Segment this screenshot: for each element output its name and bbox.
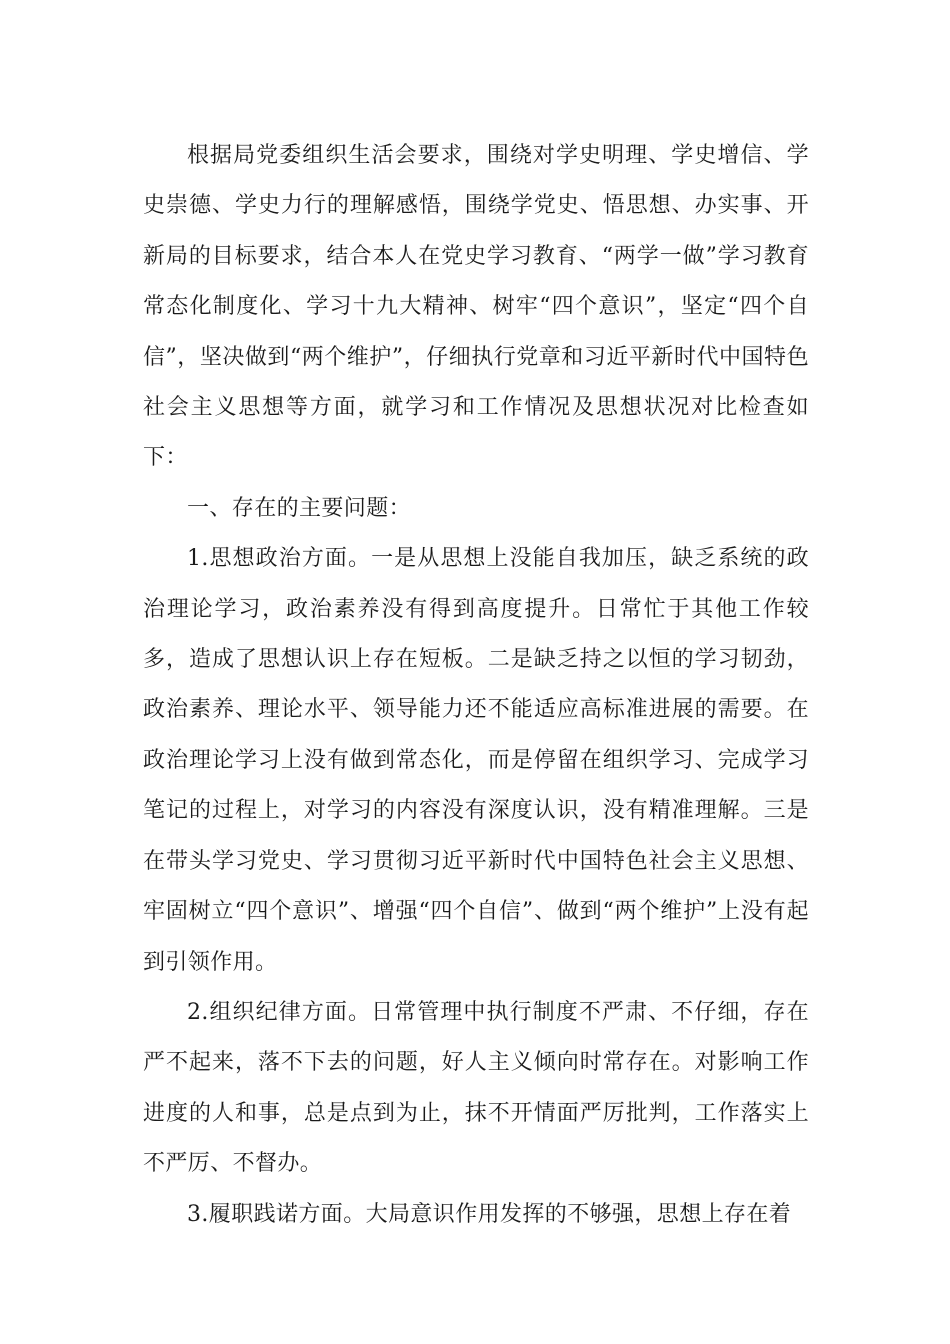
document-body [143,131,809,1240]
section-heading: 一、存在的主要问题： [187,495,412,521]
paragraph-ideological-political: 1.思想政治方面。一是从思想上没能自我加压，缺乏系统的政治理论学习，政治素养没有得到高度提升。日常忙于其他工作较多，造成了思想认识上存在短板。二是缺乏持之以恒的学习韧劲，政治素养、理论水平、领导能力还不能适应高标准进展的需要。在政治理论学习上没有做到常态化，而是停留在组织学习、完成学习笔记的过程上，对学习的内容没有深度认识，没有精准理解。三是在带头学习党史、学习贯彻习近平新时代中国特色社会主义思想、牢固树立“四个意识”、增强“四个自信”、做到“两个维护”上没有起到引领作用。 [143,546,809,975]
intro-paragraph: 根据局党委组织生活会要求，围绕对学史明理、学史增信、学史崇德、学史力行的理解感悟，围绕学党史、悟思想、办实事、开新局的目标要求，结合本人在党史学习教育、“两学一做”学习教育常态化制度化、学习十九大精神、树牢“四个意识”，坚定“四个自信”，坚决做到“两个维护”，仔细执行党章和习近平新时代中国特色社会主义思想等方面，就学习和工作情况及思想状况对比检查如下： [143,143,809,471]
paragraph-organizational-discipline: 2.组织纪律方面。日常管理中执行制度不严肃、不仔细，存在严不起来，落不下去的问题，好人主义倾向时常存在。对影响工作进度的人和事，总是点到为止，抹不开情面严厉批判，工作落实上不严厉、不督办。 [143,999,809,1177]
paragraph-duty-performance: 3.履职践诺方面。大局意识作用发挥的不够强，思想上存在着 [187,1201,792,1227]
